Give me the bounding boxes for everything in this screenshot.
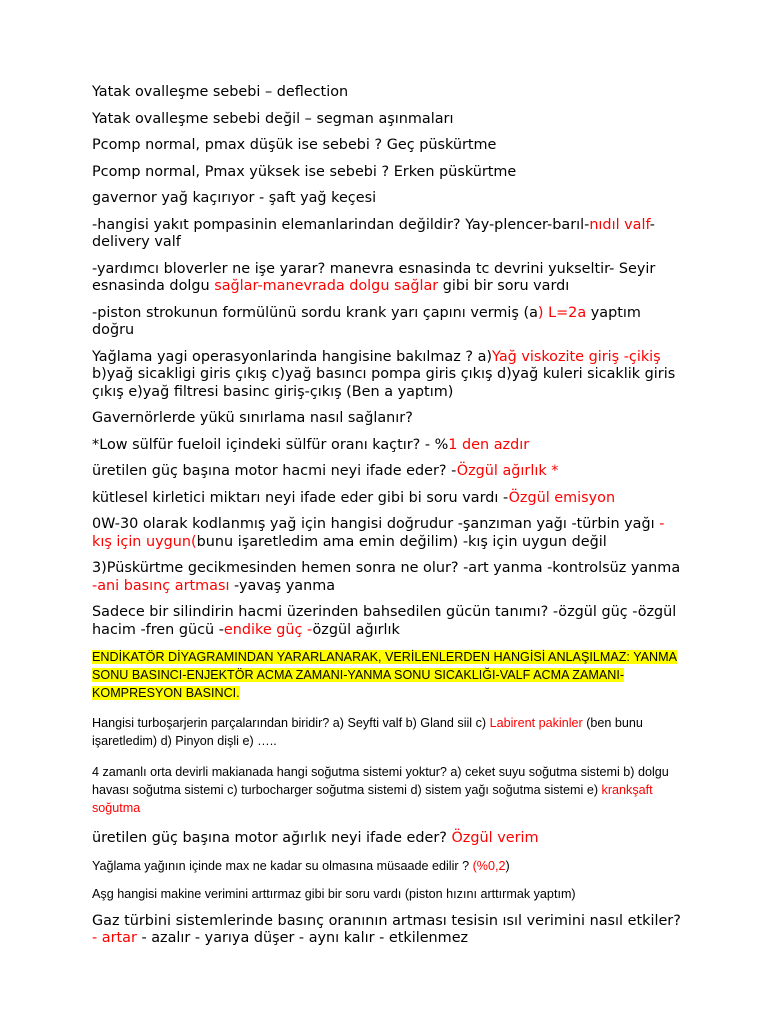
answer-text: sağlar-manevrada dolgu sağlar [214,278,439,294]
question-text: gibi bir soru vardı [438,278,570,294]
answer-text: -kış için uygun( [92,516,665,550]
paragraph [92,164,682,182]
paragraph [92,84,682,102]
paragraph [92,410,682,428]
answer-text: Labirent pakinler [489,716,583,730]
question-text: Pcomp normal, pmax düşük ise sebebi ? Geç püskürtme [92,137,497,153]
answer-text: 1 den azdır [448,436,530,453]
paragraph [92,437,682,455]
question-text: (ben bunu işaretledim) d) Pinyon dişli e) ….. [92,716,643,748]
answer-text: -ani basınç artması [92,577,230,594]
answer-text: - artar [92,930,137,946]
paragraph [92,560,682,595]
paragraph [92,217,682,252]
answer-text: Özgül ağırlık * [456,463,559,479]
question-text: kütlesel kirletici miktarı neyi ifade eder gibi bi soru vardı - [92,489,509,506]
question-text: -hangisi yakıt pompasinin elemanlarindan değildir? Yay-plencer-barıl- [92,216,590,233]
paragraph [92,261,682,296]
answer-text: Yağ viskozite giriş -çikiş [492,348,661,365]
question-text: -yardımcı bloverler ne işe yarar? manevra esnasinda tc devrini yukseltir- Seyir esnasinda dolgu [92,260,656,294]
question-text: 3)Püskürtme gecikmesinden hemen sonra ne olur? -art yanma -kontrolsüz yanma [92,560,681,576]
question-text: Pcomp normal, Pmax yüksek ise sebebi ? Erken püskürtme [92,163,517,180]
answer-text: Özgül verim [451,830,539,846]
paragraph [92,516,682,551]
question-text: b)yağ sicakligi giris çıkış c)yağ basıncı pompa giris çıkış d)yağ kuleri sicaklik giris çıkış e)yağ filtresi basinc giriş-çıkış (Ben a yaptım) [92,366,676,400]
paragraph [92,490,682,508]
question-text: Gavernörlerde yükü sınırlama nasıl sağlanır? [92,410,413,426]
paragraph [92,763,682,817]
answer-text: nıdıl valf [589,216,650,233]
answer-text: (%0,2 [472,858,506,873]
question-text: üretilen güç başına motor ağırlık neyi ifade eder? [92,830,452,846]
highlighted-text: ENDİKATÖR DİYAGRAMINDAN YARARLANARAK, VERİLENLERDEN HANGİSİ ANLAŞILMAZ: YANMA SONU BASINCI-ENJEKTÖR ACMA ZAMANI-YANMA SONU SICAKLIĞI-VALF ACMA ZAMANI-KOMPRESYON BASINCI. [92,650,678,700]
question-text: yaptım doğru [92,304,641,338]
question-text: -piston strokunun formülünü sordu krank yarı çapını vermiş (a [92,304,538,321]
answer-text: Özgül emisyon [508,489,616,506]
question-text: Aşg hangisi makine verimini arttırmaz gibi bir soru vardı (piston hızını arttırmak yaptım) [92,886,576,901]
paragraph [92,190,682,208]
answer-text: endike güç - [223,621,313,638]
paragraph [92,830,682,848]
question-text: Hangisi turboşarjerin parçalarından biridir? a) Seyfti valf b) Gland siil c) [92,716,490,730]
question-text: Yağlama yağının içinde max ne kadar su olmasına müsaade edilir ? [92,858,473,873]
question-text: özgül ağırlık [312,621,400,638]
paragraph [92,111,682,129]
paragraph [92,885,682,903]
question-text: bunu işaretledim ama emin değilim) -kış için uygun değil [196,533,607,550]
question-text: üretilen güç başına motor hacmi neyi ifade eder? - [92,463,457,479]
paragraph [92,349,682,402]
paragraph [92,604,682,639]
answer-text: ) L=2a [537,304,587,321]
question-text: gavernor yağ kaçırıyor - şaft yağ keçesi [92,190,377,206]
question-text: -delivery valf [92,216,655,250]
paragraph [92,648,682,702]
paragraph [92,463,682,481]
question-text: 4 zamanlı orta devirli makianada hangi soğutma sistemi yoktur? a) ceket suyu soğutma sistemi b) dolgu havası soğutma sistemi c) turbocharger soğutma sistemi d) sistem yağı soğutma sistemi e) [92,765,669,797]
paragraph [92,857,682,875]
question-text: Yatak ovalleşme sebebi değil – segman aşınmaları [92,110,454,127]
paragraph [92,913,682,948]
question-text: -yavaş yanma [229,577,336,594]
paragraph [92,137,682,155]
question-text: ) [505,858,510,873]
question-text: Yağlama yagi operasyonlarinda hangisine bakılmaz ? a) [92,348,493,365]
question-text: - azalır - yarıya düşer - aynı kalır - etkilenmez [136,930,469,946]
question-text: Sadece bir silindirin hacmi üzerinden bahsedilen gücün tanımı? -özgül güç -özgül hacim -fren gücü - [92,604,677,638]
document-body [92,84,682,957]
paragraph [92,714,682,750]
paragraph [92,305,682,340]
question-text: *Low sülfür fueloil içindeki sülfür oranı kaçtır? - % [92,436,449,453]
question-text: Yatak ovalleşme sebebi – deflection [92,84,349,100]
question-text: 0W-30 olarak kodlanmış yağ için hangisi doğrudur -şanzıman yağı -türbin yağı [92,516,660,532]
answer-text: krankşaft soğutma [92,783,653,815]
question-text: Gaz türbini sistemlerinde basınç oranının artması tesisin ısıl verimini nasıl etkiler? [92,912,681,929]
